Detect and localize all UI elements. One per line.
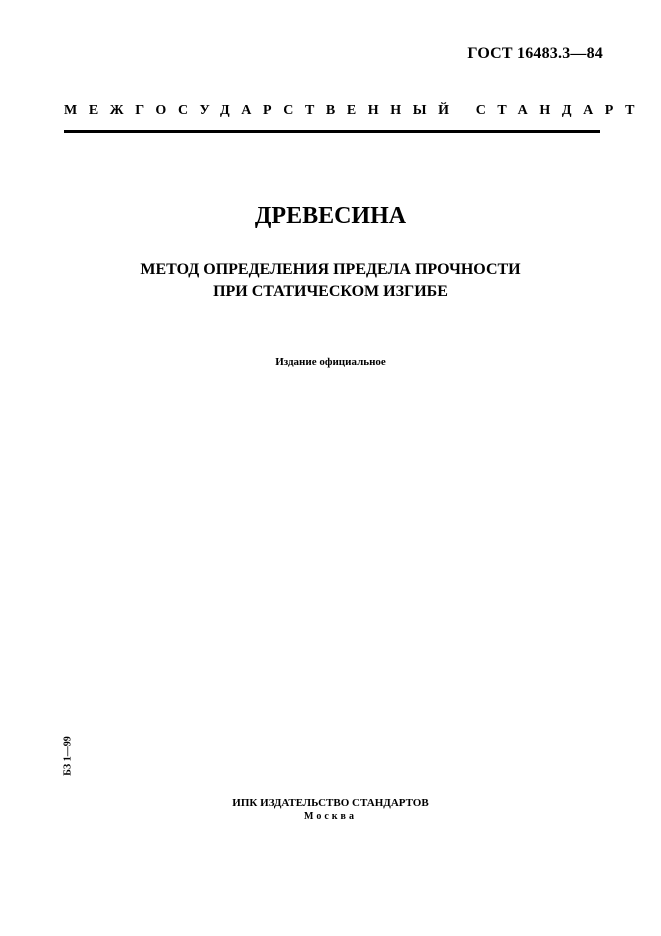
side-note-text: БЗ 1—99: [62, 736, 74, 776]
document-code: ГОСТ 16483.3—84: [467, 45, 603, 62]
publisher-city: Москва: [304, 811, 357, 822]
subtitle-line-1: МЕТОД ОПРЕДЕЛЕНИЯ ПРЕДЕЛА ПРОЧНОСТИ: [140, 261, 521, 278]
side-note: [60, 731, 76, 781]
document-subtitle: [0, 259, 661, 303]
edition-note: Издание официальное: [275, 356, 386, 368]
header-rule: [64, 130, 600, 133]
standard-type-heading: МЕЖГОСУДАРСТВЕННЫЙ СТАНДАРТ: [64, 103, 647, 118]
subtitle-line-2: ПРИ СТАТИЧЕСКОМ ИЗГИБЕ: [213, 283, 448, 300]
document-title: ДРЕВЕСИНА: [254, 203, 407, 229]
publisher: ИПК ИЗДАТЕЛЬСТВО СТАНДАРТОВ: [232, 797, 429, 809]
